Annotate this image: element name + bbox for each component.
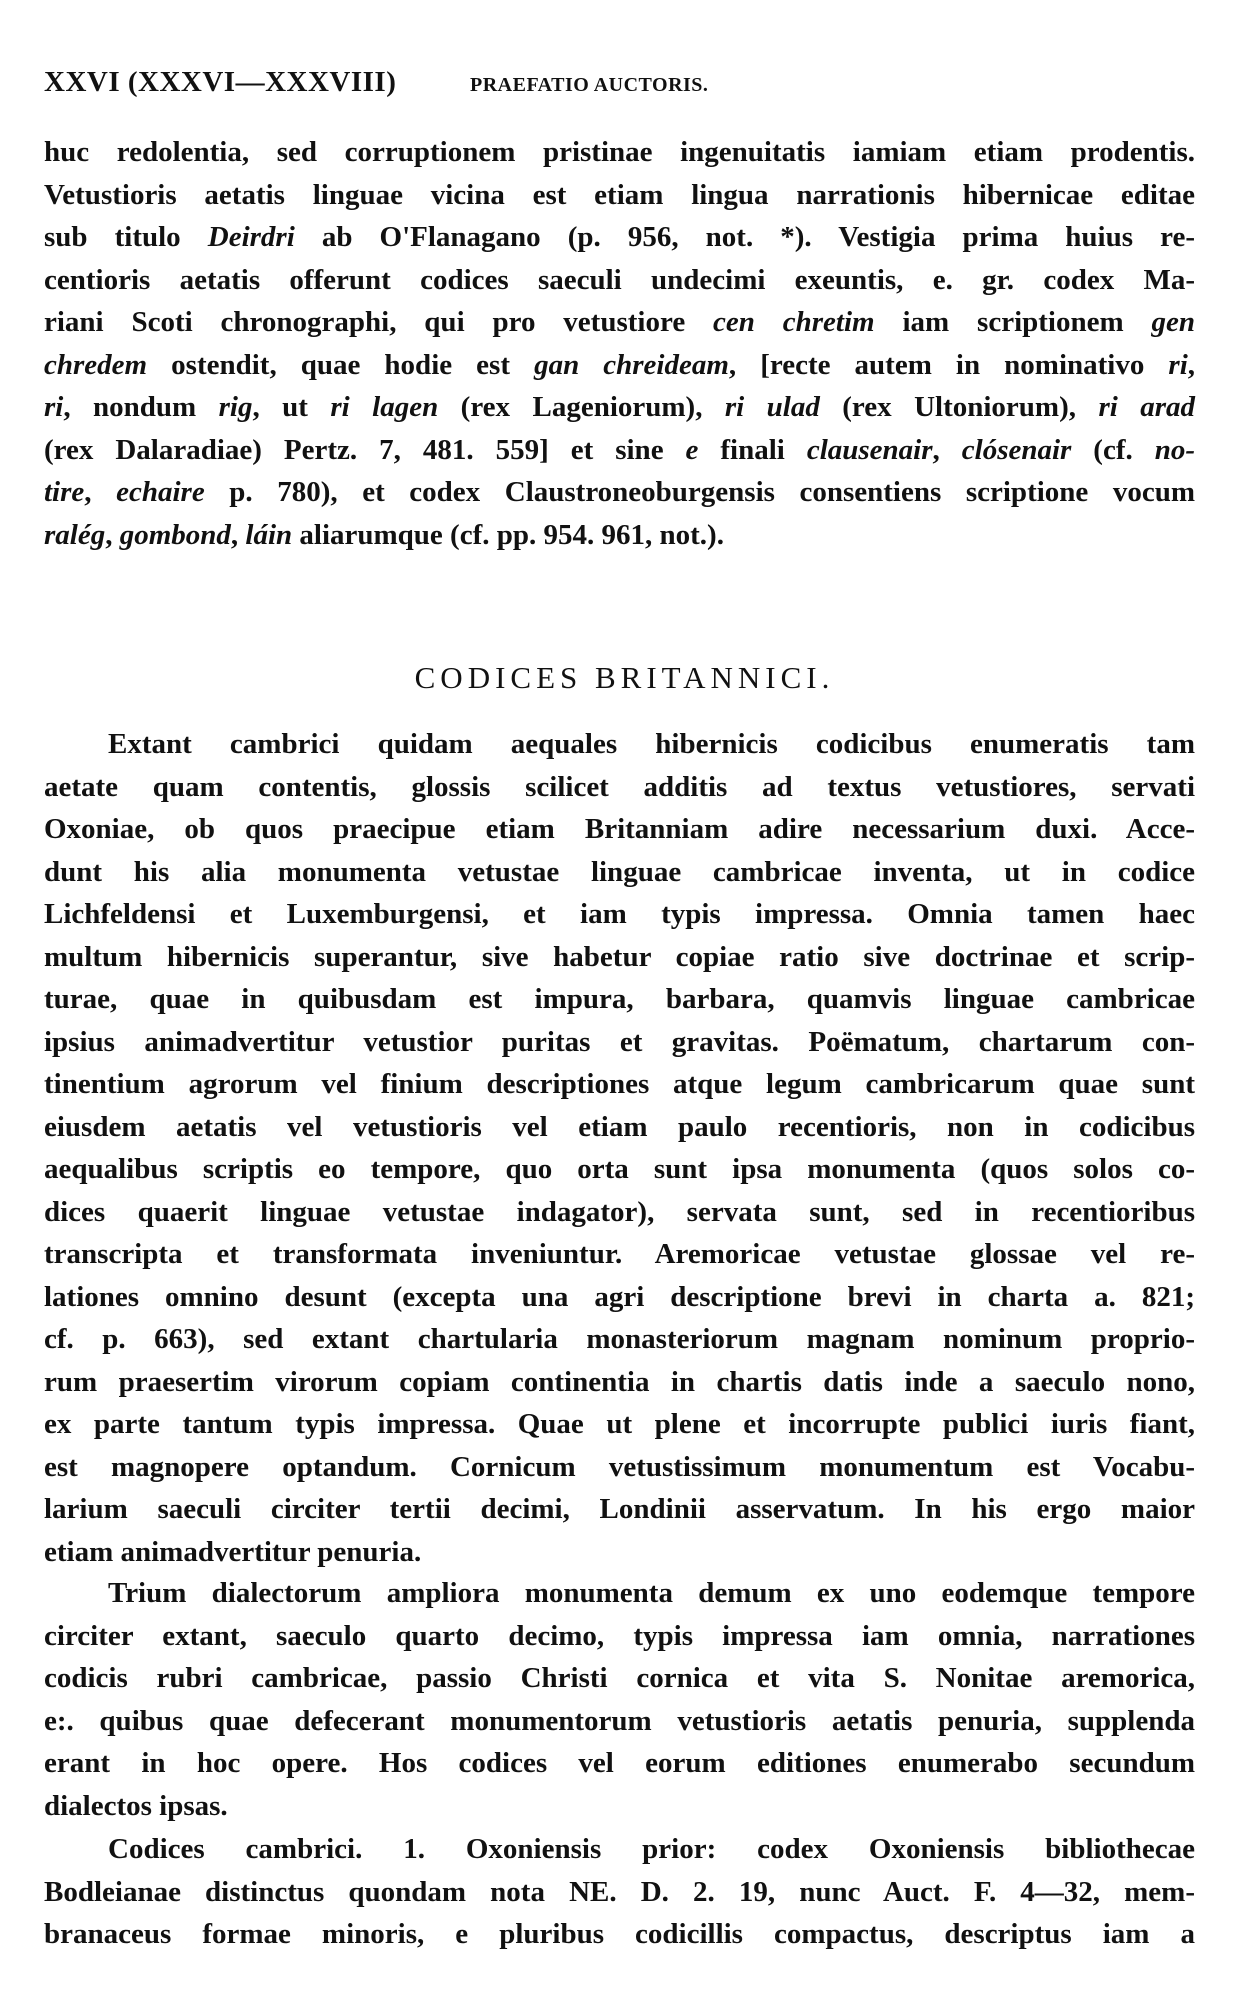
text-line	[44, 1828, 1195, 1871]
italic-term: láin	[245, 518, 293, 551]
italic-term: Deirdri	[207, 221, 295, 253]
text-span: dialectos ipsas.	[44, 1789, 228, 1822]
text-span: riani Scoti chronographi, qui pro vetustiore	[44, 306, 714, 338]
italic-term: ralég	[44, 518, 106, 551]
text-line	[44, 851, 1195, 894]
italic-term: no-	[1154, 433, 1196, 466]
text-span: aetate quam contentis, glossis scilicet additis ad textus vetustiores, servati	[44, 770, 1195, 803]
text-span: ,	[105, 518, 120, 551]
paragraph	[44, 723, 1195, 1573]
text-line	[44, 216, 1195, 259]
text-line	[44, 514, 1195, 557]
text-span: Bodleianae distinctus quondam nota NE. D. 2. 19, nunc Auct. F. 4—32, mem-	[44, 1875, 1195, 1908]
text-span: dices quaerit linguae vetustae indagator), servata sunt, sed in recentioribus	[44, 1195, 1195, 1228]
text-span: erant in hoc opere. Hos codices vel eorum editiones enumerabo secundum	[44, 1747, 1195, 1779]
text-span: ,	[230, 518, 246, 551]
text-line	[44, 471, 1195, 514]
text-span: Lichfeldensi et Luxemburgensi, et iam typis impressa. Omnia tamen haec	[44, 898, 1195, 930]
text-line	[44, 1361, 1195, 1404]
text-span: (cf.	[1071, 433, 1155, 466]
section-heading: CODICES BRITANNICI.	[414, 660, 835, 695]
text-line	[44, 386, 1195, 429]
text-span: Extant cambrici quidam aequales hibernicis codicibus enumeratis tam	[108, 728, 1195, 760]
text-span: rum praesertim virorum copiam continentia in chartis datis inde a saeculo nono,	[44, 1365, 1195, 1398]
text-line	[44, 1106, 1195, 1149]
text-line	[44, 301, 1195, 344]
text-line	[44, 766, 1195, 809]
text-span: centioris aetatis offerunt codices saeculi undecimi exeuntis, e. gr. codex Ma-	[44, 263, 1195, 296]
text-span: ex parte tantum typis impressa. Quae ut plene et incorrupte publici iuris fiant,	[44, 1408, 1195, 1440]
text-span: transcripta et transformata inveniuntur. Aremoricae vetustae glossae vel re-	[44, 1238, 1195, 1270]
text-span: ostendit, quae hodie est	[147, 348, 535, 381]
text-line	[44, 1021, 1195, 1064]
text-span: Oxoniae, ob quos praecipue etiam Britanniam adire necessarium duxi. Acce-	[44, 813, 1195, 845]
text-line	[44, 1742, 1195, 1785]
text-span: aequalibus scriptis eo tempore, quo orta sunt ipsa monumenta (quos solos co-	[44, 1153, 1195, 1185]
running-header	[44, 66, 709, 99]
text-span: Codices cambrici. 1. Oxoniensis prior: codex Oxoniensis bibliothecae	[108, 1833, 1195, 1865]
text-span: iam scriptionem	[874, 306, 1152, 338]
text-span: finali	[698, 433, 807, 466]
text-span: p. 780), et codex Claustroneoburgensis consentiens scriptione vocum	[204, 476, 1196, 508]
text-line	[44, 1657, 1195, 1700]
paragraph	[44, 1572, 1195, 1827]
text-line	[44, 1318, 1195, 1361]
text-span: circiter extant, saeculo quarto decimo, typis impressa iam omnia, narrationes	[44, 1619, 1195, 1652]
text-span: lationes omnino desunt (excepta una agri descriptione brevi in charta a. 821;	[44, 1280, 1195, 1313]
text-span: larium saeculi circiter tertii decimi, Londinii asservatum. In his ergo maior	[44, 1493, 1195, 1525]
text-line	[44, 808, 1195, 851]
text-span: dunt his alia monumenta vetustae linguae cambricae inventa, ut in codice	[44, 855, 1195, 888]
text-span: turae, quae in quibusdam est impura, barbara, quamvis linguae cambricae	[44, 983, 1195, 1015]
text-line	[44, 936, 1195, 979]
text-span: Trium dialectorum ampliora monumenta demum ex uno eodemque tempore	[108, 1577, 1195, 1609]
text-span: e:. quibus quae defecerant monumentorum vetustioris aetatis penuria, supplenda	[44, 1704, 1195, 1737]
text-span: (rex Ultoniorum),	[819, 391, 1099, 423]
text-span: codicis rubri cambricae, passio Christi cornica et vita S. Nonitae aremorica,	[44, 1662, 1195, 1694]
text-span: ab O'Flanagano (p. 956, not. *). Vestigia prima huius re-	[294, 221, 1195, 253]
text-span: ,	[84, 476, 117, 508]
text-line	[44, 1403, 1195, 1446]
italic-term: rig	[218, 391, 253, 423]
text-span: tinentium agrorum vel finium descriptiones atque legum cambricarum quae sunt	[44, 1068, 1195, 1100]
text-line	[44, 1785, 1195, 1828]
text-span: etiam animadvertitur penuria.	[44, 1535, 422, 1568]
text-span: , [recte autem in nominativo	[728, 348, 1169, 381]
text-span: est magnopere optandum. Cornicum vetustissimum monumentum est Vocabu-	[44, 1450, 1195, 1483]
italic-term: gen	[1151, 306, 1195, 338]
text-line	[44, 1913, 1195, 1956]
text-line	[44, 1615, 1195, 1658]
italic-term: ri ulad	[724, 391, 820, 423]
text-span: ,	[1187, 348, 1196, 381]
italic-term: echaire	[116, 476, 205, 508]
text-line	[44, 723, 1195, 766]
italic-term: ri lagen	[330, 391, 439, 423]
text-span: sub titulo	[44, 221, 208, 253]
text-line	[44, 1063, 1195, 1106]
text-span: eiusdem aetatis vel vetustioris vel etiam paulo recentioris, non in codicibus	[44, 1110, 1195, 1143]
paragraph	[44, 131, 1195, 556]
text-line	[44, 1191, 1195, 1234]
text-span: Vetustioris aetatis linguae vicina est etiam lingua narrationis hibernicae editae	[44, 178, 1195, 211]
text-line	[44, 1148, 1195, 1191]
text-span: ipsius animadvertitur vetustior puritas et gravitas. Poëmatum, chartarum con-	[44, 1025, 1195, 1058]
italic-term: gan chreideam	[534, 348, 729, 381]
text-span: , ut	[252, 391, 331, 423]
italic-term: cen chretim	[713, 306, 875, 338]
text-line	[44, 978, 1195, 1021]
text-span: (rex Lageniorum),	[438, 391, 725, 423]
text-span: huc redolentia, sed corruptionem pristinae ingenuitatis iamiam etiam prodentis.	[44, 136, 1195, 168]
italic-term: gombond	[119, 518, 231, 551]
italic-term: clósenair	[961, 433, 1072, 466]
italic-term: chredem	[44, 348, 148, 381]
text-span: multum hibernicis superantur, sive habetur copiae ratio sive doctrinae et scrip-	[44, 940, 1195, 973]
italic-term: ri	[1168, 348, 1188, 381]
text-span: cf. p. 663), sed extant chartularia monasteriorum magnam nominum proprio-	[44, 1323, 1195, 1355]
text-line	[44, 344, 1195, 387]
text-span: , nondum	[63, 391, 219, 423]
text-span: aliarumque (cf. pp. 954. 961, not.).	[292, 518, 724, 551]
text-line	[44, 259, 1195, 302]
text-line	[44, 131, 1195, 174]
page-number: XXVI (XXXVI—XXXVIII)	[44, 66, 397, 98]
italic-term: tire	[44, 476, 85, 508]
text-span: branaceus formae minoris, e pluribus codicillis compactus, descriptus iam a	[44, 1918, 1195, 1950]
text-line	[44, 174, 1195, 217]
text-line	[44, 1871, 1195, 1914]
text-line	[44, 1233, 1195, 1276]
text-line	[44, 1446, 1195, 1489]
text-line	[44, 429, 1195, 472]
text-span: (rex Dalaradiae) Pertz. 7, 481. 559] et sine	[44, 433, 686, 466]
text-line	[44, 1572, 1195, 1615]
text-line	[44, 1488, 1195, 1531]
text-line	[44, 1700, 1195, 1743]
italic-term: clausenair	[806, 433, 933, 466]
text-line	[44, 1531, 1195, 1574]
italic-term: e	[685, 433, 699, 466]
text-span: ,	[932, 433, 962, 466]
text-line	[44, 893, 1195, 936]
italic-term: ri arad	[1098, 391, 1195, 423]
running-title: PRAEFATIO AUCTORIS.	[470, 74, 709, 96]
italic-term: ri	[44, 391, 64, 423]
text-line	[44, 1276, 1195, 1319]
paragraph	[44, 1828, 1195, 1956]
